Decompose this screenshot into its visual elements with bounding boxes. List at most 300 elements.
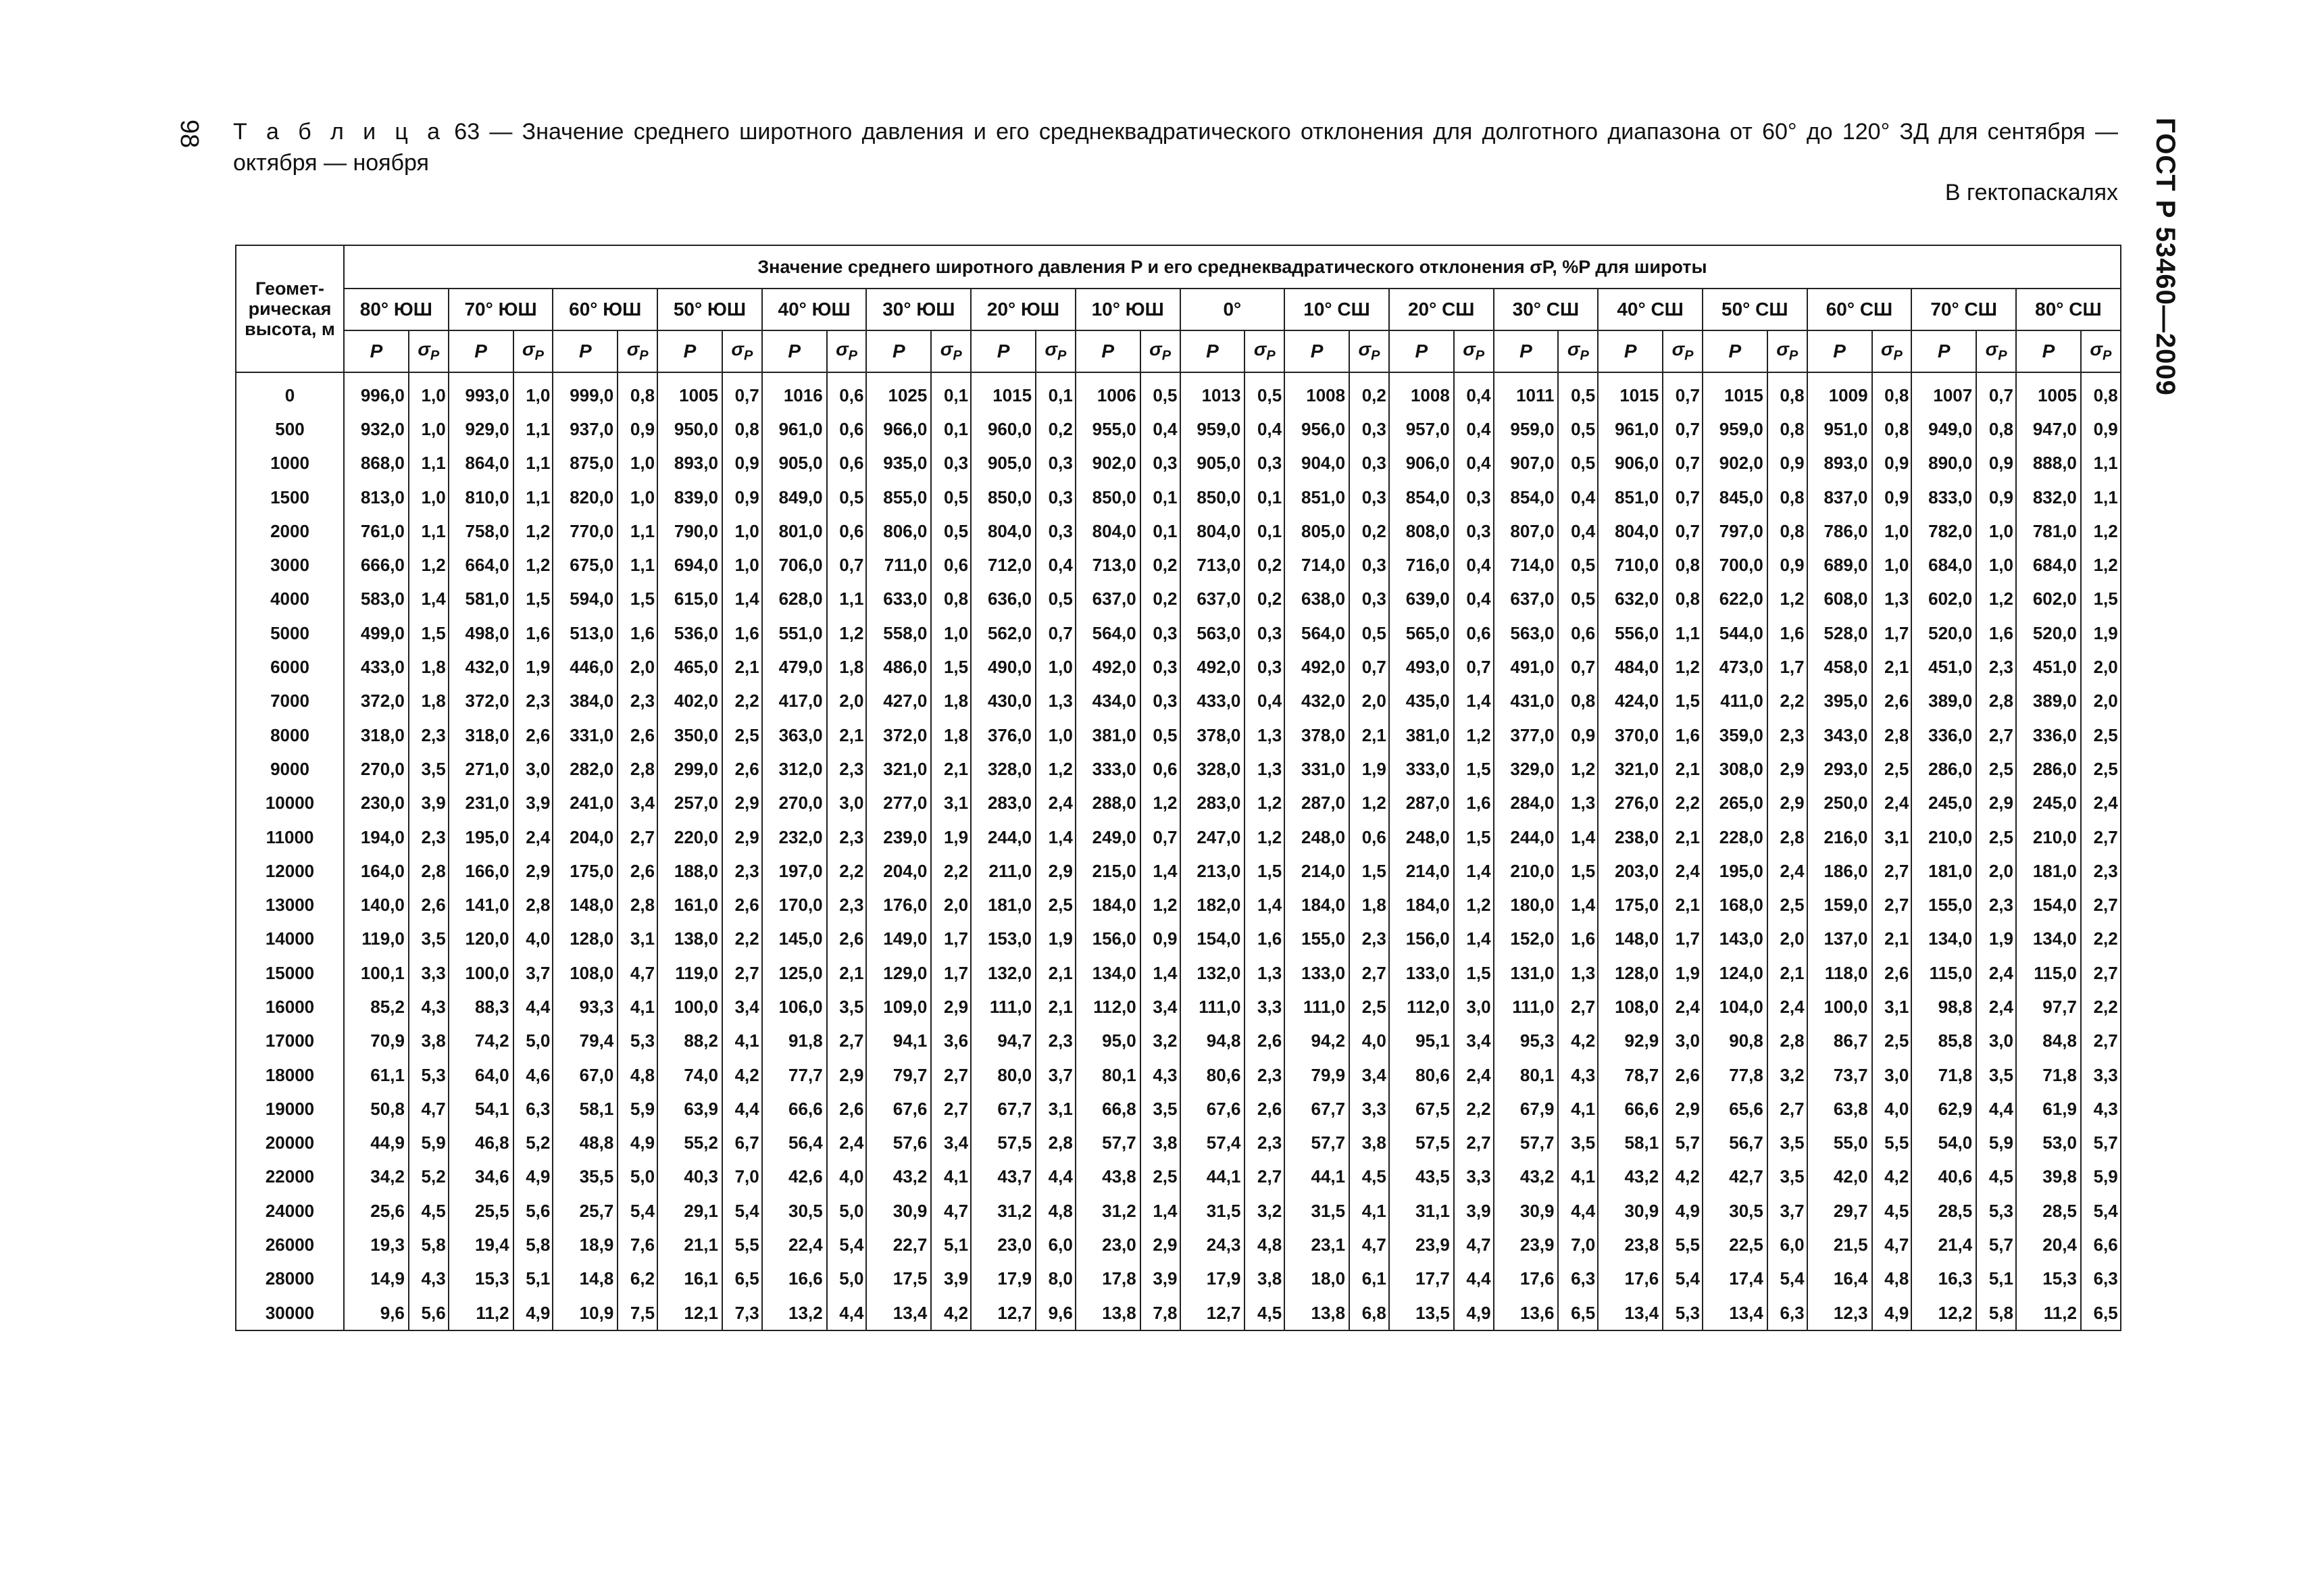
sigma-cell: 0,5 [1244, 372, 1284, 412]
pressure-cell: 1007 [1911, 372, 1976, 412]
sigma-cell: 3,9 [1140, 1262, 1180, 1296]
pressure-cell: 12,1 [657, 1296, 722, 1330]
sigma-cell: 0,8 [1767, 514, 1807, 548]
pressure-cell: 23,8 [1598, 1228, 1663, 1262]
pressure-cell: 71,8 [1911, 1058, 1976, 1092]
sigma-cell: 0,3 [1349, 412, 1389, 446]
sigma-cell: 0,1 [1140, 480, 1180, 514]
pressure-cell: 64,0 [449, 1058, 513, 1092]
sigma-cell: 2,6 [722, 752, 762, 786]
sigma-index: P [1788, 348, 1799, 364]
pressure-cell: 328,0 [971, 752, 1036, 786]
pressure-cell: 34,6 [449, 1160, 513, 1194]
pressure-cell: 119,0 [657, 956, 722, 990]
sigma-cell: 6,3 [2081, 1262, 2121, 1296]
sigma-subheader [1140, 330, 1180, 372]
pressure-cell: 239,0 [866, 820, 931, 854]
pressure-cell: 377,0 [1494, 718, 1559, 752]
sigma-cell: 4,1 [1349, 1194, 1389, 1228]
sigma-cell: 0,7 [1663, 480, 1703, 514]
sigma-cell: 2,1 [1663, 820, 1703, 854]
pressure-cell: 67,5 [1389, 1092, 1454, 1126]
sigma-cell: 1,3 [1036, 684, 1076, 718]
table-row [236, 718, 2121, 752]
pressure-cell: 106,0 [762, 990, 827, 1024]
sigma-cell: 3,5 [409, 922, 449, 956]
pressure-cell: 137,0 [1807, 922, 1872, 956]
sigma-cell: 5,0 [618, 1160, 657, 1194]
sigma-cell: 2,1 [1663, 752, 1703, 786]
height-cell: 17000 [236, 1024, 344, 1058]
sigma-cell: 3,3 [409, 956, 449, 990]
pressure-cell: 1016 [762, 372, 827, 412]
pressure-cell: 951,0 [1807, 412, 1872, 446]
sigma-cell: 7,6 [618, 1228, 657, 1262]
sigma-cell: 5,7 [1663, 1126, 1703, 1160]
caption-label: Т а б л и ц а [233, 119, 445, 145]
pressure-cell: 893,0 [657, 447, 722, 480]
sigma-cell: 0,9 [1767, 447, 1807, 480]
sigma-cell: 3,4 [722, 990, 762, 1024]
pressure-cell: 29,1 [657, 1194, 722, 1228]
height-column-header: Геомет-рическая высота, м [236, 245, 344, 372]
sigma-cell: 1,0 [1976, 548, 2016, 582]
pressure-cell: 44,1 [1284, 1160, 1349, 1194]
pressure-cell: 42,6 [762, 1160, 827, 1194]
height-cell: 19000 [236, 1092, 344, 1126]
sigma-cell: 2,8 [513, 888, 553, 922]
sigma-cell: 1,9 [1349, 752, 1389, 786]
pressure-cell: 312,0 [762, 752, 827, 786]
pressure-cell: 520,0 [1911, 616, 1976, 650]
pressure-cell: 18,0 [1284, 1262, 1349, 1296]
sigma-cell: 0,5 [1558, 372, 1598, 412]
sigma-cell: 5,4 [722, 1194, 762, 1228]
sigma-cell: 2,2 [722, 684, 762, 718]
sigma-cell: 3,4 [1454, 1024, 1494, 1058]
table-row [236, 1296, 2121, 1330]
sigma-cell: 2,1 [1349, 718, 1389, 752]
sigma-subheader [513, 330, 553, 372]
pressure-cell: 248,0 [1284, 820, 1349, 854]
pressure-cell: 14,9 [344, 1262, 409, 1296]
sigma-cell: 1,9 [931, 820, 971, 854]
latitude-header: 80° СШ [2016, 289, 2121, 330]
pressure-cell: 132,0 [1180, 956, 1245, 990]
sigma-subheader [1036, 330, 1076, 372]
pressure-cell: 67,9 [1494, 1092, 1559, 1126]
sigma-cell: 3,2 [1244, 1194, 1284, 1228]
pressure-cell: 513,0 [553, 616, 618, 650]
sigma-cell: 3,9 [1454, 1194, 1494, 1228]
sigma-cell: 2,4 [513, 820, 553, 854]
pressure-cell: 999,0 [553, 372, 618, 412]
sigma-cell: 2,8 [1976, 684, 2016, 718]
pressure-cell: 77,8 [1703, 1058, 1767, 1092]
sigma-cell: 0,3 [1349, 480, 1389, 514]
height-cell: 16000 [236, 990, 344, 1024]
sigma-cell: 0,2 [1244, 582, 1284, 616]
pressure-cell: 961,0 [1598, 412, 1663, 446]
sigma-cell: 0,8 [1872, 412, 1912, 446]
sigma-cell: 4,8 [1872, 1262, 1912, 1296]
sigma-cell: 0,8 [1767, 372, 1807, 412]
pressure-cell: 31,5 [1284, 1194, 1349, 1228]
sigma-cell: 3,9 [513, 787, 553, 820]
latitude-header: 60° ЮШ [553, 289, 657, 330]
sigma-cell: 0,5 [1558, 447, 1598, 480]
pressure-cell: 492,0 [1180, 650, 1245, 684]
pressure-cell: 797,0 [1703, 514, 1767, 548]
pressure-cell: 10,9 [553, 1296, 618, 1330]
sigma-cell: 0,5 [1349, 616, 1389, 650]
sigma-cell: 0,7 [1349, 650, 1389, 684]
sigma-index: P [1371, 348, 1380, 364]
pressure-cell: 17,4 [1703, 1262, 1767, 1296]
pressure-cell: 115,0 [2016, 956, 2081, 990]
pressure-cell: 433,0 [344, 650, 409, 684]
sigma-cell: 0,2 [1140, 548, 1180, 582]
sigma-cell: 5,9 [1976, 1126, 2016, 1160]
pressure-cell: 13,4 [866, 1296, 931, 1330]
pressure-cell: 700,0 [1703, 548, 1767, 582]
sigma-cell: 0,3 [931, 447, 971, 480]
sigma-cell: 3,4 [1140, 990, 1180, 1024]
pressure-cell: 180,0 [1494, 888, 1559, 922]
sigma-cell: 2,6 [1872, 684, 1912, 718]
sigma-cell: 3,3 [1454, 1160, 1494, 1194]
pressure-cell: 713,0 [1180, 548, 1245, 582]
pressure-cell: 176,0 [866, 888, 931, 922]
pressure-cell: 432,0 [1284, 684, 1349, 718]
sigma-cell: 1,0 [1976, 514, 2016, 548]
sigma-cell: 1,3 [1244, 752, 1284, 786]
sigma-cell: 0,4 [1036, 548, 1076, 582]
sigma-cell: 2,3 [827, 820, 867, 854]
pressure-cell: 134,0 [1911, 922, 1976, 956]
sigma-cell: 0,2 [1349, 514, 1389, 548]
pressure-cell: 12,2 [1911, 1296, 1976, 1330]
pressure-cell: 43,2 [1598, 1160, 1663, 1194]
sigma-cell: 2,1 [1872, 650, 1912, 684]
pressure-cell: 905,0 [762, 447, 827, 480]
sigma-symbol: σ [836, 339, 849, 360]
pressure-cell: 499,0 [344, 616, 409, 650]
sigma-cell: 3,4 [931, 1126, 971, 1160]
pressure-cell: 17,6 [1598, 1262, 1663, 1296]
pressure-cell: 804,0 [1180, 514, 1245, 548]
pressure-cell: 74,2 [449, 1024, 513, 1058]
caption-number: 63 [454, 119, 480, 145]
pressure-cell: 66,8 [1076, 1092, 1140, 1126]
sigma-cell: 2,7 [2081, 888, 2121, 922]
sigma-cell: 2,2 [827, 854, 867, 888]
sigma-cell: 5,3 [409, 1058, 449, 1092]
sigma-cell: 4,4 [1454, 1262, 1494, 1296]
sigma-cell: 0,4 [1140, 412, 1180, 446]
sigma-cell: 1,6 [618, 616, 657, 650]
pressure-cell: 148,0 [1598, 922, 1663, 956]
sigma-cell: 2,0 [931, 888, 971, 922]
sigma-cell: 0,7 [1558, 650, 1598, 684]
sigma-cell: 2,7 [1244, 1160, 1284, 1194]
sigma-cell: 4,0 [827, 1160, 867, 1194]
pressure-cell: 544,0 [1703, 616, 1767, 650]
pressure-cell: 1008 [1284, 372, 1349, 412]
pressure-cell: 832,0 [2016, 480, 2081, 514]
sigma-cell: 2,0 [827, 684, 867, 718]
sigma-cell: 2,6 [827, 1092, 867, 1126]
sigma-cell: 2,2 [931, 854, 971, 888]
table-row [236, 1024, 2121, 1058]
pressure-cell: 210,0 [1911, 820, 1976, 854]
sigma-symbol: σ [1149, 339, 1162, 360]
pressure-cell: 1015 [1598, 372, 1663, 412]
pressure-cell: 782,0 [1911, 514, 1976, 548]
pressure-cell: 119,0 [344, 922, 409, 956]
pressure-cell: 433,0 [1180, 684, 1245, 718]
sigma-cell: 2,4 [1872, 787, 1912, 820]
height-cell: 500 [236, 412, 344, 446]
pressure-cell: 675,0 [553, 548, 618, 582]
pressure-cell: 833,0 [1911, 480, 1976, 514]
table-row [236, 888, 2121, 922]
pressure-cell: 25,5 [449, 1194, 513, 1228]
sigma-cell: 4,3 [2081, 1092, 2121, 1126]
pressure-cell: 13,6 [1494, 1296, 1559, 1330]
sigma-cell: 0,6 [1558, 616, 1598, 650]
sigma-cell: 0,2 [1140, 582, 1180, 616]
pressure-cell: 1005 [2016, 372, 2081, 412]
sigma-cell: 2,9 [1976, 787, 2016, 820]
sigma-cell: 5,1 [931, 1228, 971, 1262]
sigma-cell: 2,9 [1140, 1228, 1180, 1262]
pressure-cell: 31,5 [1180, 1194, 1245, 1228]
sigma-cell: 0,3 [1349, 582, 1389, 616]
sigma-cell: 2,3 [2081, 854, 2121, 888]
sigma-cell: 5,5 [1663, 1228, 1703, 1262]
pressure-cell: 331,0 [553, 718, 618, 752]
pressure-cell: 138,0 [657, 922, 722, 956]
sigma-cell: 0,8 [1663, 548, 1703, 582]
sigma-cell: 1,3 [1244, 718, 1284, 752]
latitude-header: 40° СШ [1598, 289, 1703, 330]
sigma-cell: 0,8 [931, 582, 971, 616]
sigma-cell: 2,8 [618, 888, 657, 922]
sigma-cell: 1,7 [931, 922, 971, 956]
pressure-cell: 949,0 [1911, 412, 1976, 446]
p-subheader: P [1389, 330, 1454, 372]
pressure-cell: 43,2 [1494, 1160, 1559, 1194]
sigma-cell: 1,0 [1872, 548, 1912, 582]
pressure-cell: 21,1 [657, 1228, 722, 1262]
main-column-header: Значение среднего широтного давления P и его среднеквадратического отклонения σP, %P для широты [344, 245, 2121, 289]
sigma-cell: 3,8 [409, 1024, 449, 1058]
sigma-cell: 0,1 [931, 372, 971, 412]
p-subheader: P [1180, 330, 1245, 372]
pressure-cell: 389,0 [2016, 684, 2081, 718]
sigma-cell: 2,2 [1663, 787, 1703, 820]
sigma-cell: 0,7 [722, 372, 762, 412]
sigma-cell: 5,9 [409, 1126, 449, 1160]
pressure-cell: 713,0 [1076, 548, 1140, 582]
sigma-symbol: σ [1567, 339, 1580, 360]
pressure-cell: 947,0 [2016, 412, 2081, 446]
pressure-cell: 17,6 [1494, 1262, 1559, 1296]
pressure-cell: 203,0 [1598, 854, 1663, 888]
pressure-cell: 1025 [866, 372, 931, 412]
latitude-header: 10° ЮШ [1076, 289, 1180, 330]
pressure-cell: 639,0 [1389, 582, 1454, 616]
pressure-cell: 906,0 [1598, 447, 1663, 480]
pressure-cell: 111,0 [1180, 990, 1245, 1024]
sigma-cell: 5,7 [2081, 1126, 2121, 1160]
pressure-cell: 16,3 [1911, 1262, 1976, 1296]
latitude-header: 70° ЮШ [449, 289, 553, 330]
pressure-cell: 30,9 [1598, 1194, 1663, 1228]
sigma-subheader [1558, 330, 1598, 372]
sigma-cell: 2,9 [1767, 787, 1807, 820]
sigma-cell: 0,8 [1767, 412, 1807, 446]
sigma-cell: 5,3 [618, 1024, 657, 1058]
latitude-header: 10° СШ [1284, 289, 1389, 330]
sigma-cell: 4,3 [409, 1262, 449, 1296]
pressure-cell: 318,0 [344, 718, 409, 752]
sigma-cell: 5,5 [1872, 1126, 1912, 1160]
sigma-cell: 2,3 [1036, 1024, 1076, 1058]
sigma-cell: 1,4 [1140, 854, 1180, 888]
pressure-cell: 204,0 [866, 854, 931, 888]
height-cell: 4000 [236, 582, 344, 616]
pressure-cell: 458,0 [1807, 650, 1872, 684]
pressure-cell: 86,7 [1807, 1024, 1872, 1058]
pressure-cell: 602,0 [2016, 582, 2081, 616]
pressure-cell: 220,0 [657, 820, 722, 854]
sigma-cell: 1,0 [618, 480, 657, 514]
sigma-cell: 2,7 [2081, 820, 2121, 854]
sigma-cell: 5,4 [827, 1228, 867, 1262]
p-subheader: P [1284, 330, 1349, 372]
sigma-cell: 2,9 [513, 854, 553, 888]
pressure-cell: 195,0 [1703, 854, 1767, 888]
pressure-cell: 67,7 [1284, 1092, 1349, 1126]
pressure-cell: 111,0 [1494, 990, 1559, 1024]
sigma-cell: 0,3 [1036, 514, 1076, 548]
sigma-cell: 2,2 [1454, 1092, 1494, 1126]
latitude-header: 50° СШ [1703, 289, 1807, 330]
sigma-cell: 2,4 [1663, 990, 1703, 1024]
pressure-cell: 210,0 [1494, 854, 1559, 888]
sigma-cell: 2,4 [827, 1126, 867, 1160]
pressure-cell: 244,0 [971, 820, 1036, 854]
sigma-cell: 1,2 [1244, 820, 1284, 854]
pressure-cell: 134,0 [2016, 922, 2081, 956]
pressure-cell: 435,0 [1389, 684, 1454, 718]
pressure-cell: 451,0 [1911, 650, 1976, 684]
sigma-cell: 1,5 [931, 650, 971, 684]
sigma-cell: 3,3 [1244, 990, 1284, 1024]
sigma-cell: 2,7 [1454, 1126, 1494, 1160]
pressure-cell: 758,0 [449, 514, 513, 548]
pressure-cell: 65,6 [1703, 1092, 1767, 1126]
sigma-cell: 0,3 [1454, 514, 1494, 548]
pressure-cell: 907,0 [1494, 447, 1559, 480]
table-row [236, 582, 2121, 616]
table-row [236, 787, 2121, 820]
sigma-cell: 1,4 [1454, 922, 1494, 956]
pressure-cell: 350,0 [657, 718, 722, 752]
sigma-cell: 2,7 [1872, 854, 1912, 888]
pressure-cell: 67,6 [1180, 1092, 1245, 1126]
sigma-cell: 1,2 [1663, 650, 1703, 684]
pressure-cell: 31,2 [1076, 1194, 1140, 1228]
pressure-cell: 175,0 [553, 854, 618, 888]
sigma-cell: 0,7 [1454, 650, 1494, 684]
sigma-symbol: σ [1253, 339, 1267, 360]
sigma-cell: 5,9 [2081, 1160, 2121, 1194]
sigma-cell: 2,3 [618, 684, 657, 718]
sigma-cell: 4,9 [618, 1126, 657, 1160]
pressure-cell: 491,0 [1494, 650, 1559, 684]
sigma-cell: 2,9 [931, 990, 971, 1024]
p-subheader: P [657, 330, 722, 372]
pressure-cell: 706,0 [762, 548, 827, 582]
pressure-cell: 868,0 [344, 447, 409, 480]
pressure-cell: 44,1 [1180, 1160, 1245, 1194]
sigma-cell: 0,3 [1140, 447, 1180, 480]
sigma-cell: 0,3 [1454, 480, 1494, 514]
pressure-cell: 118,0 [1807, 956, 1872, 990]
sigma-cell: 1,4 [1036, 820, 1076, 854]
sigma-symbol: σ [1463, 339, 1476, 360]
pressure-cell: 959,0 [1494, 412, 1559, 446]
sigma-cell: 4,7 [1872, 1228, 1912, 1262]
sigma-cell: 6,6 [2081, 1228, 2121, 1262]
sigma-cell: 4,1 [931, 1160, 971, 1194]
pressure-cell: 17,9 [1180, 1262, 1245, 1296]
sigma-cell: 0,4 [1558, 480, 1598, 514]
height-cell: 1000 [236, 447, 344, 480]
sigma-cell: 2,1 [722, 650, 762, 684]
table-row [236, 1058, 2121, 1092]
pressure-cell: 131,0 [1494, 956, 1559, 990]
pressure-cell: 161,0 [657, 888, 722, 922]
sigma-cell: 0,6 [827, 372, 867, 412]
pressure-cell: 57,7 [1494, 1126, 1559, 1160]
pressure-cell: 562,0 [971, 616, 1036, 650]
sigma-cell: 4,2 [1872, 1160, 1912, 1194]
sigma-symbol: σ [1985, 339, 1998, 360]
sigma-cell: 0,5 [1558, 582, 1598, 616]
sigma-cell: 1,0 [513, 372, 553, 412]
sigma-cell: 1,2 [1349, 787, 1389, 820]
table-row [236, 1194, 2121, 1228]
sigma-cell: 1,5 [1244, 854, 1284, 888]
latitude-header: 40° ЮШ [762, 289, 867, 330]
sigma-cell: 1,6 [1454, 787, 1494, 820]
pressure-cell: 20,4 [2016, 1228, 2081, 1262]
sigma-symbol: σ [2090, 339, 2103, 360]
pressure-cell: 465,0 [657, 650, 722, 684]
pressure-cell: 249,0 [1076, 820, 1140, 854]
sigma-cell: 4,7 [1349, 1228, 1389, 1262]
pressure-cell: 120,0 [449, 922, 513, 956]
sigma-cell: 1,4 [1558, 888, 1598, 922]
sigma-cell: 1,1 [409, 514, 449, 548]
pressure-cell: 19,3 [344, 1228, 409, 1262]
sigma-cell: 2,8 [1767, 820, 1807, 854]
pressure-cell: 932,0 [344, 412, 409, 446]
